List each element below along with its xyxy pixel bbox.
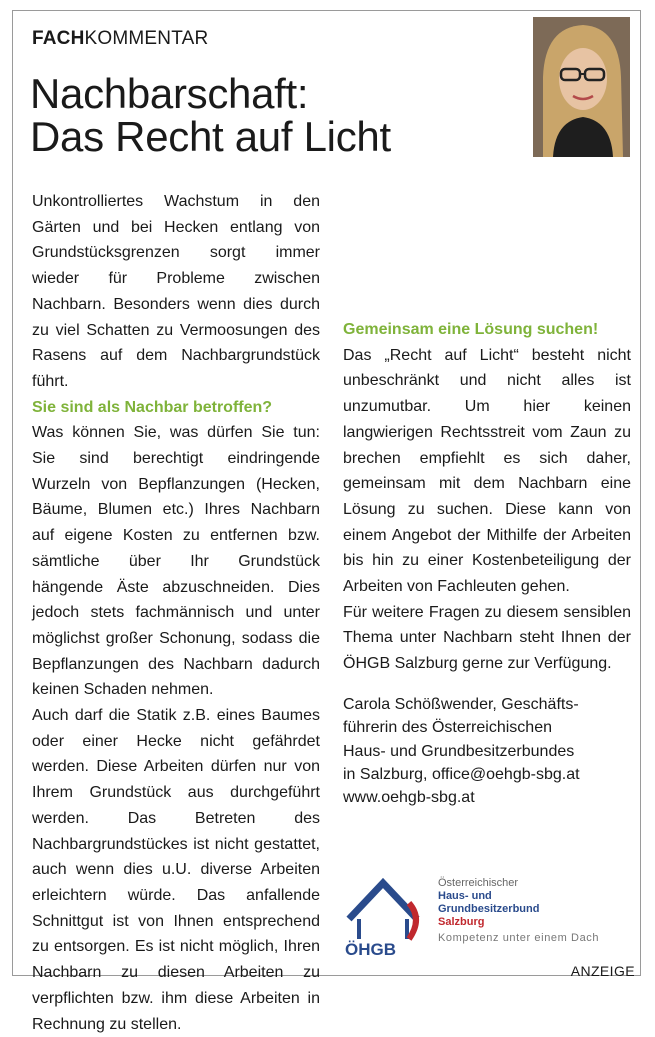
section-kicker	[32, 28, 208, 50]
logo-line-2: Haus- und	[438, 890, 492, 902]
logo-line-1: Österreichischer	[438, 877, 519, 889]
article-column-right	[343, 189, 631, 810]
author-photo	[533, 17, 630, 157]
logo-tagline: Kompetenz unter einem Dach	[438, 932, 600, 944]
signature-website[interactable]: www.oehgb-sbg.at	[343, 789, 475, 807]
logo-line-3: Grundbesitzerbund	[438, 903, 540, 915]
signature-line-2: führerin des Österreichischen	[343, 719, 552, 737]
title-line-2: Das Recht auf Licht	[30, 113, 391, 160]
logo-line-4: Salzburg	[438, 916, 485, 928]
subheading-betroffen: Sie sind als Nachbar betroffen?	[32, 398, 273, 416]
intro-paragraph: Unkontrolliertes Wachstum in den Gärten und bei Hecken entlang von Grundstücksgrenzen sorgt immer wieder für Probleme zwischen Nachbarn. Besonders wenn dies durch zu viel Schatten zu Vermoosungen des Rasens auf dem Nachbargrundstück führt.	[32, 193, 320, 390]
paragraph-statik: Auch darf die Statik z.B. eines Baumes oder einer Hecke nicht gefährdet werden. Diese Arbeiten dürfen nur von Ihrem Grundstück aus durchgeführt werden. Das Betreten des Nachbargrundstückes ist nicht gestattet, auch wenn dies u.U. diverse Arbeiten erleichtern würde. Das anfallende Schnittgut ist von Ihnen entsprechend zu entsorgen. Es ist nicht möglich, Ihren Nachbarn zu diesen Arbeiten zu verpflichten bzw. ihm diese Arbeiten in Rechnung zu stellen.	[32, 707, 320, 1033]
author-portrait-image	[533, 17, 630, 157]
kicker-rest: KOMMENTAR	[84, 28, 209, 49]
advertisement-label: ANZEIGE	[570, 963, 635, 979]
oehgb-logo-text	[438, 877, 638, 945]
paragraph-recht-auf-licht: Das „Recht auf Licht“ besteht nicht unbeschränkt und nicht alles ist unzumutbar. Um hier keinen langwierigen Rechtsstreit vom Zaun zu brechen empfiehlt es sich daher, gemeinsam mit dem Nachbarn eine Lösung zu suchen. Diese kann von einem Angebot der Mithilfe der Arbeiten bis hin zu einer Kostenbeteiligung der Arbeiten von Fachleuten gehen.	[343, 346, 631, 596]
paragraph-rights: Was können Sie, was dürfen Sie tun: Sie sind berechtigt eindringende Wurzeln von Bepflanzungen (Hecken, Bäume, Blumen etc.) Ihres Nachbarn auf eigene Kosten zu entfernen bzw. sämtliche über Ihr Grundstück hängende Äste abzuschneiden. Dies jedoch stets fachmännisch und unter möglichst großer Schonung, sodass die Bepflanzungen des Nachbarn dadurch keinen Schaden nehmen.	[32, 424, 320, 699]
signature-line-1: Carola Schößwender, Geschäfts-	[343, 695, 579, 713]
kicker-bold: FACH	[32, 28, 85, 49]
oehgb-house-logo-icon	[343, 875, 435, 957]
signature-line-4[interactable]: in Salzburg, office@oehgb-sbg.at	[343, 766, 580, 784]
title-line-1: Nachbarschaft:	[30, 70, 309, 117]
paragraph-fragen: Für weitere Fragen zu diesem sensiblen Thema unter Nachbarn steht Ihnen der ÖHGB Salzburg gerne zur Verfügung.	[343, 603, 631, 673]
article-column-left	[32, 189, 320, 1037]
logo-acronym: ÖHGB	[345, 940, 396, 957]
article-title	[30, 72, 391, 158]
author-signature	[343, 693, 631, 810]
signature-line-3: Haus- und Grundbesitzerbundes	[343, 742, 575, 760]
subheading-loesung: Gemeinsam eine Lösung suchen!	[343, 321, 599, 338]
